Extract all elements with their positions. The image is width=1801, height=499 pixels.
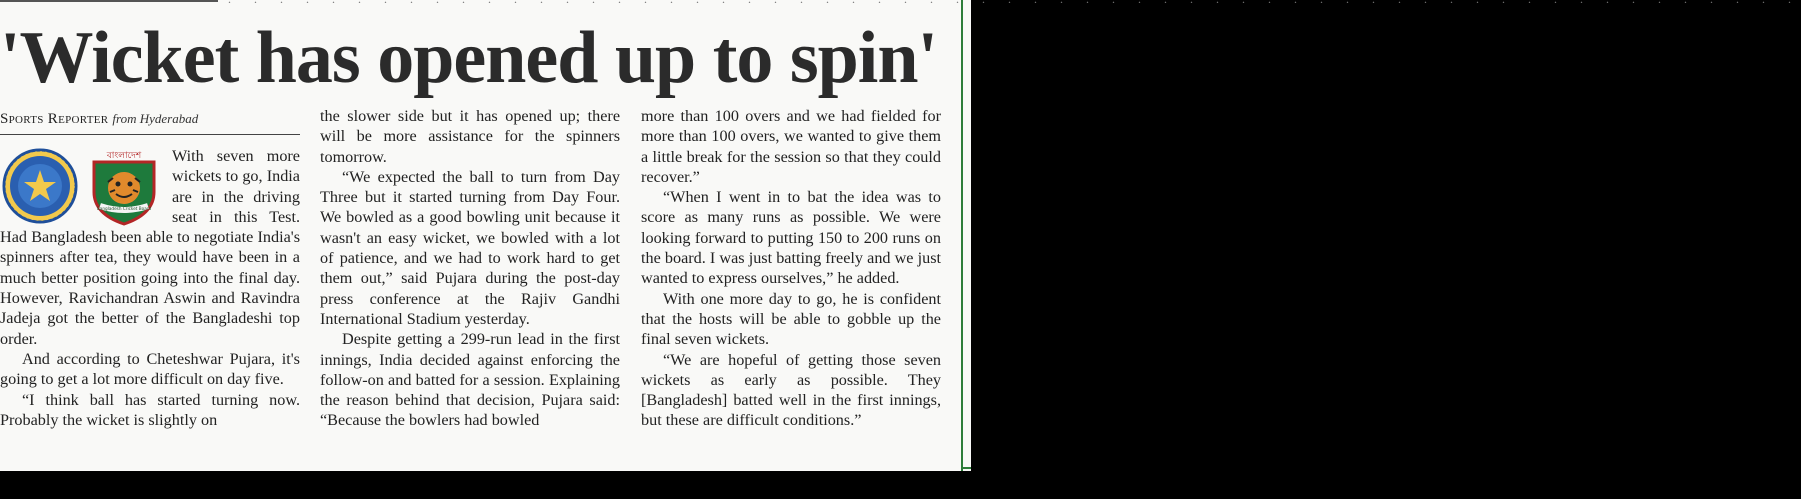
article-column-3 [641,106,941,431]
bcci-logo [2,148,78,224]
bcb-logo-banner-text: Bangladesh Cricket Board [96,206,152,211]
green-border-rule-bottom [961,467,971,469]
team-logos [0,146,168,224]
byline-reporter: Sports Reporter [0,111,109,127]
article-column-1 [0,146,300,430]
paragraph: “We are hopeful of getting those seven wickets as early as possible. They [Bangladesh] batted well in the first innings, but these are difficult conditions.” [641,350,941,430]
paragraph: “I think ball has started turning now. Probably the wicket is slightly on [0,390,300,429]
dotted-divider [228,0,948,4]
bcb-logo-bengali-text: বাংলাদেশ [106,151,142,161]
paragraph: With seven more wickets to go, India are in the driving seat in this Test. Had Bangladesh been able to negotiate India's spinners after tea, they would have been in a much better position going into the final day. However, Ravichandran Aswin and Ravindra Jadeja got the better of the Bangladeshi top order. [0,147,300,348]
paragraph: Despite getting a 299-run lead in the first innings, India decided against enforcing the follow-on and batted for a session. Explaining the reason behind that decision, Pujara said: “Because the bowlers had bowled [320,330,620,430]
paragraph: With one more day to go, he is confident that the hosts will be able to gobble up the final seven wickets. [641,289,941,349]
headline: 'Wicket has opened up to spin' [0,17,938,99]
bangladesh-cricket-board-logo [86,148,162,226]
paragraph: more than 100 overs and we had fielded for more than 100 overs, we wanted to give them a little break for the session so that they could recover.” [641,107,941,186]
paragraph: the slower side but it has opened up; there will be more assistance for the spinners tomorrow. [320,107,620,166]
byline [0,110,300,135]
paragraph: And according to Cheteshwar Pujara, it's going to get a lot more difficult on day five. [0,349,300,389]
top-rule [0,0,218,2]
byline-location: from Hyderabad [112,111,199,126]
article-column-2 [320,106,620,431]
green-border-rule [961,0,963,471]
paragraph: “We expected the ball to turn from Day Three but it started turning from Day Four. We bowled as a good bowling unit because it wasn't an easy wicket, we bowled with a lot of patience, and we had to work hard to get them out,” said Pujara during the post-day press conference at the Rajiv Gandhi International Stadium yesterday. [320,167,620,328]
paragraph: “When I went in to bat the idea was to score as many runs as possible. We were looking forward to putting 150 to 200 runs on the board. I was just batting freely and we just wanted to express ourselves,” he added. [641,188,941,288]
